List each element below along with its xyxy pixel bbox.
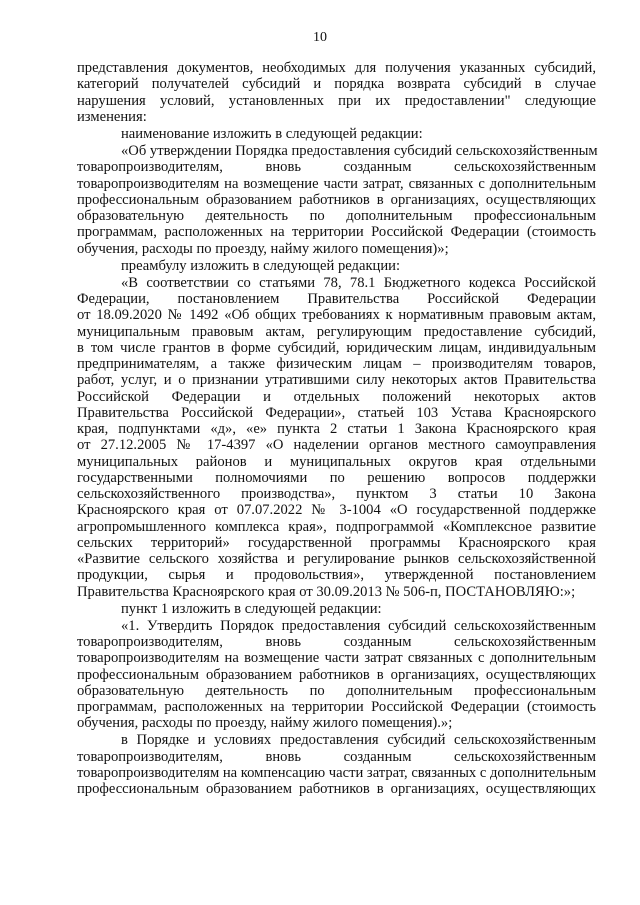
text-line: товаропроизводителям на возмещение части затрат связанных с дополнительным [77, 650, 596, 667]
text-line: изменения: [77, 108, 147, 125]
text-line: Российской Федерации и отдельных положений некоторых актов [77, 388, 596, 405]
text-line: Правительства Российской Федерации», статьей 103 Устава Красноярского [77, 404, 596, 421]
text-line: сельских территорий» государственной программы Красноярского края [77, 534, 596, 551]
text-line: «В соответствии со статьями 78, 78.1 Бюджетного кодекса Российской [121, 274, 596, 291]
paragraph [77, 732, 596, 797]
paragraph [77, 126, 596, 142]
paragraph [77, 601, 596, 617]
text-line: Правительства Красноярского края от 30.09.2013 № 506-п, ПОСТАНОВЛЯЮ:»; [77, 583, 576, 600]
paragraph [77, 258, 596, 274]
paragraph [77, 60, 596, 125]
text-line: программам, расположенных на территории Российской Федерации (стоимость [77, 699, 596, 716]
text-line: товаропроизводителям на возмещение части затрат, связанных с дополнительным [77, 175, 596, 192]
text-line: «1. Утвердить Порядок предоставления субсидий сельскохозяйственным [121, 617, 596, 634]
text-line: товаропроизводителям на компенсацию части затрат, связанных с дополнительным [77, 764, 597, 781]
text-line: государственными полномочиями по решению вопросов поддержки [77, 469, 596, 486]
text-line: наименование изложить в следующей редакции: [121, 125, 423, 142]
text-line: Красноярского края от 07.07.2022 № 3-1004 «О государственной поддержке [77, 502, 596, 519]
page-number: 10 [313, 30, 327, 45]
paragraph [77, 143, 596, 257]
text-line: в Порядке и условиях предоставления субсидий сельскохозяйственным [121, 732, 596, 749]
text-line: муниципальных районов и муниципальных округов края отдельными [77, 453, 596, 470]
text-line: муниципальным правовым актам, регулирующим предоставление субсидий, [77, 323, 596, 340]
document-body [77, 60, 596, 798]
text-line: «Об утверждении Порядка предоставления субсидий сельскохозяйственным [121, 143, 598, 160]
text-line: программам, расположенных на территории Российской Федерации (стоимость [77, 224, 596, 241]
text-line: Федерации, постановлением Правительства Российской Федерации [77, 291, 596, 308]
text-line: работ, услуг, и о признании утратившими силу некоторых актов Правительства [77, 372, 596, 389]
text-line: образовательную деятельность по дополнительным профессиональным [77, 682, 596, 699]
text-line: нарушения условий, установленных при их предоставлении" следующие [77, 92, 596, 109]
text-line: профессиональным образованием работников в организациях, осуществляющих [77, 191, 596, 208]
paragraph [77, 275, 596, 600]
text-line: товаропроизводителям, вновь созданным сельскохозяйственным [77, 159, 596, 176]
text-line: продукции, сырья и продовольствия», утвержденной постановлением [77, 567, 596, 584]
text-line: товаропроизводителям, вновь созданным сельскохозяйственным [77, 634, 596, 651]
text-line: профессиональным образованием работников в организациях, осуществляющих [77, 781, 596, 798]
text-line: от 18.09.2020 № 1492 «Об общих требованиях к нормативным правовым актам, [77, 307, 596, 324]
text-line: края, подпунктами «д», «е» пункта 2 статьи 1 Закона Красноярского края [77, 421, 596, 438]
paragraph [77, 618, 596, 732]
text-line: сельскохозяйственного производства», пунктом 3 статьи 10 Закона [77, 486, 596, 503]
text-line: от 27.12.2005 № 17-4397 «О наделении органов местного самоуправления [77, 437, 596, 454]
text-line: «Развитие сельского хозяйства и регулирование рынков сельскохозяйственной [77, 551, 596, 568]
text-line: предпринимателям, а также физическим лицам – производителям товаров, [77, 356, 596, 373]
text-line: товаропроизводителям, вновь созданным сельскохозяйственным [77, 748, 596, 765]
text-line: категорий получателей субсидий и порядка возврата субсидий в случае [77, 76, 596, 93]
text-line: агропромышленного комплекса края», подпрограммой «Комплексное развитие [77, 518, 596, 535]
text-line: обучения, расходы по проезду, найму жилого помещения).»; [77, 715, 453, 732]
text-line: обучения, расходы по проезду, найму жилого помещения)»; [77, 240, 449, 257]
text-line: образовательную деятельность по дополнительным профессиональным [77, 208, 596, 225]
text-line: преамбулу изложить в следующей редакции: [121, 257, 401, 274]
text-line: пункт 1 изложить в следующей редакции: [121, 600, 382, 617]
text-line: представления документов, необходимых для получения указанных субсидий, [77, 60, 596, 76]
text-line: в том числе грантов в форме субсидий, юридическим лицам, индивидуальным [77, 339, 596, 356]
text-line: профессиональным образованием работников в организациях, осуществляющих [77, 666, 596, 683]
